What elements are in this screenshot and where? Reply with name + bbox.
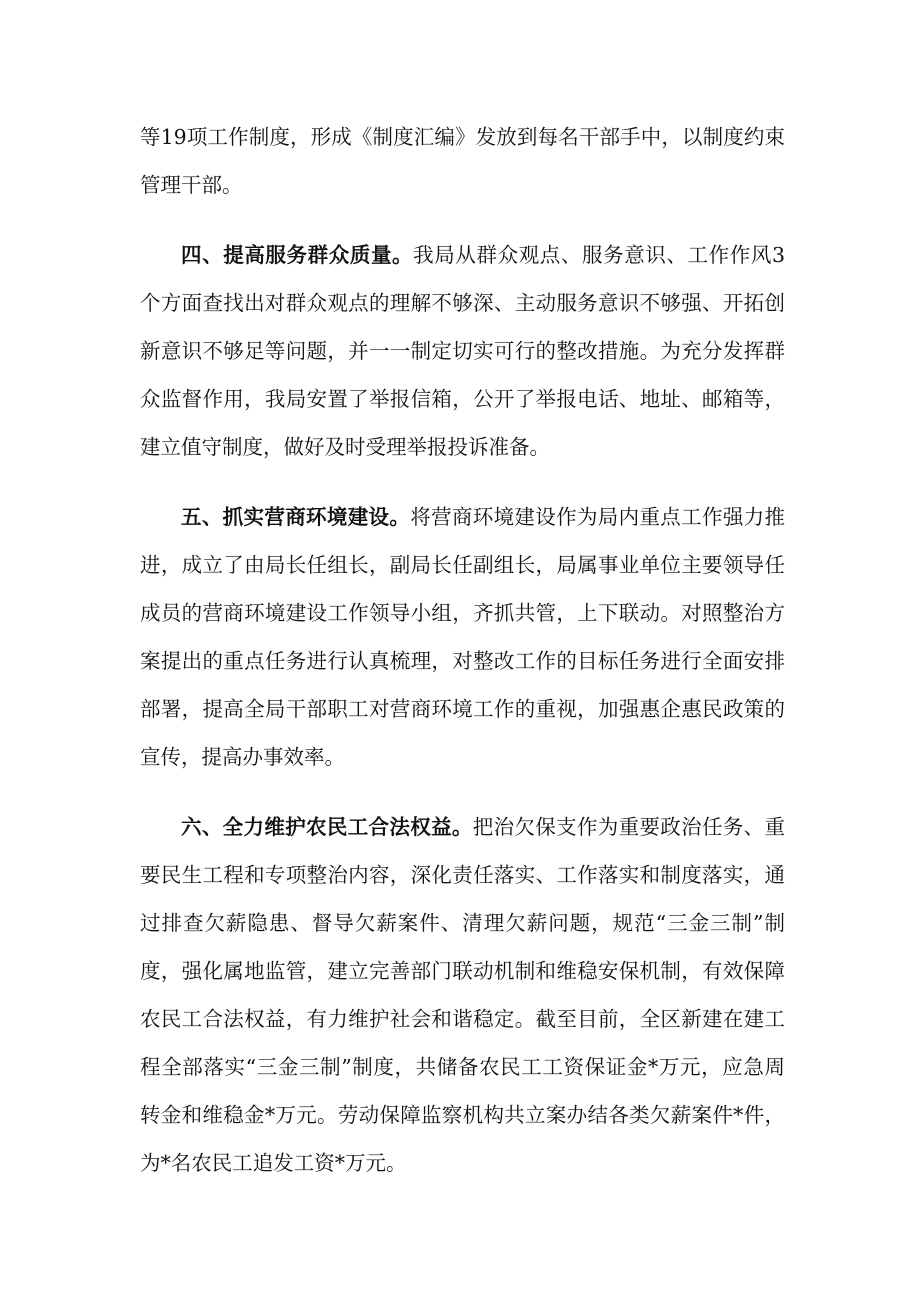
paragraph-text: 把治欠保支作为重要政治任务、重要民生工程和专项整治内容，深化责任落实、工作落实和制度落实，通过排查欠薪隐患、督导欠薪案件、清理欠薪问题，规范“三金三制”制度，强化属地监管，建立完善部门联动机制和维稳安保机制，有效保障农民工合法权益，有力维护社会和谐稳定。截至目前，全区新建在建工程全部落实“三金三制”制度，共储备农民工工资保证金*万元，应急周转金和维稳金*万元。劳动保障监察机构共立案办结各类欠薪案件*件，为*名农民工追发工资*万元。 xyxy=(140,815,785,1175)
paragraph-gap xyxy=(140,471,785,493)
paragraph-service-quality xyxy=(140,231,785,471)
paragraph-gap xyxy=(140,209,785,231)
paragraph-business-environment xyxy=(140,493,785,781)
paragraph-migrant-workers xyxy=(140,803,785,1187)
section-heading-six: 六、全力维护农民工合法权益。 xyxy=(181,815,473,839)
section-heading-four: 四、提高服务群众质量。 xyxy=(181,243,414,267)
paragraph-text: 将营商环境建设作为局内重点工作强力推进，成立了由局长任组长，副局长任副组长，局属事业单位主要领导任成员的营商环境建设工作领导小组，齐抓共管，上下联动。对照整治方案提出的重点任务进行认真梳理，对整改工作的目标任务进行全面安排部署，提高全局干部职工对营商环境工作的重视，加强惠企惠民政策的宣传，提高办事效率。 xyxy=(140,505,786,769)
document-body xyxy=(140,113,785,1187)
section-heading-five: 五、抓实营商环境建设。 xyxy=(181,505,411,529)
paragraph-text: 我局从群众观点、服务意识、工作作风3个方面查找出对群众观点的理解不够深、主动服务意识不够强、开拓创新意识不够足等问题，并一一制定切实可行的整改措施。为充分发挥群众监督作用，我局安置了举报信箱，公开了举报电话、地址、邮箱等，建立值守制度，做好及时受理举报投诉准备。 xyxy=(140,243,786,459)
paragraph-continuation xyxy=(140,113,785,209)
paragraph-text: 等19项工作制度，形成《制度汇编》发放到每名干部手中，以制度约束管理干部。 xyxy=(140,125,785,197)
paragraph-gap xyxy=(140,781,785,803)
